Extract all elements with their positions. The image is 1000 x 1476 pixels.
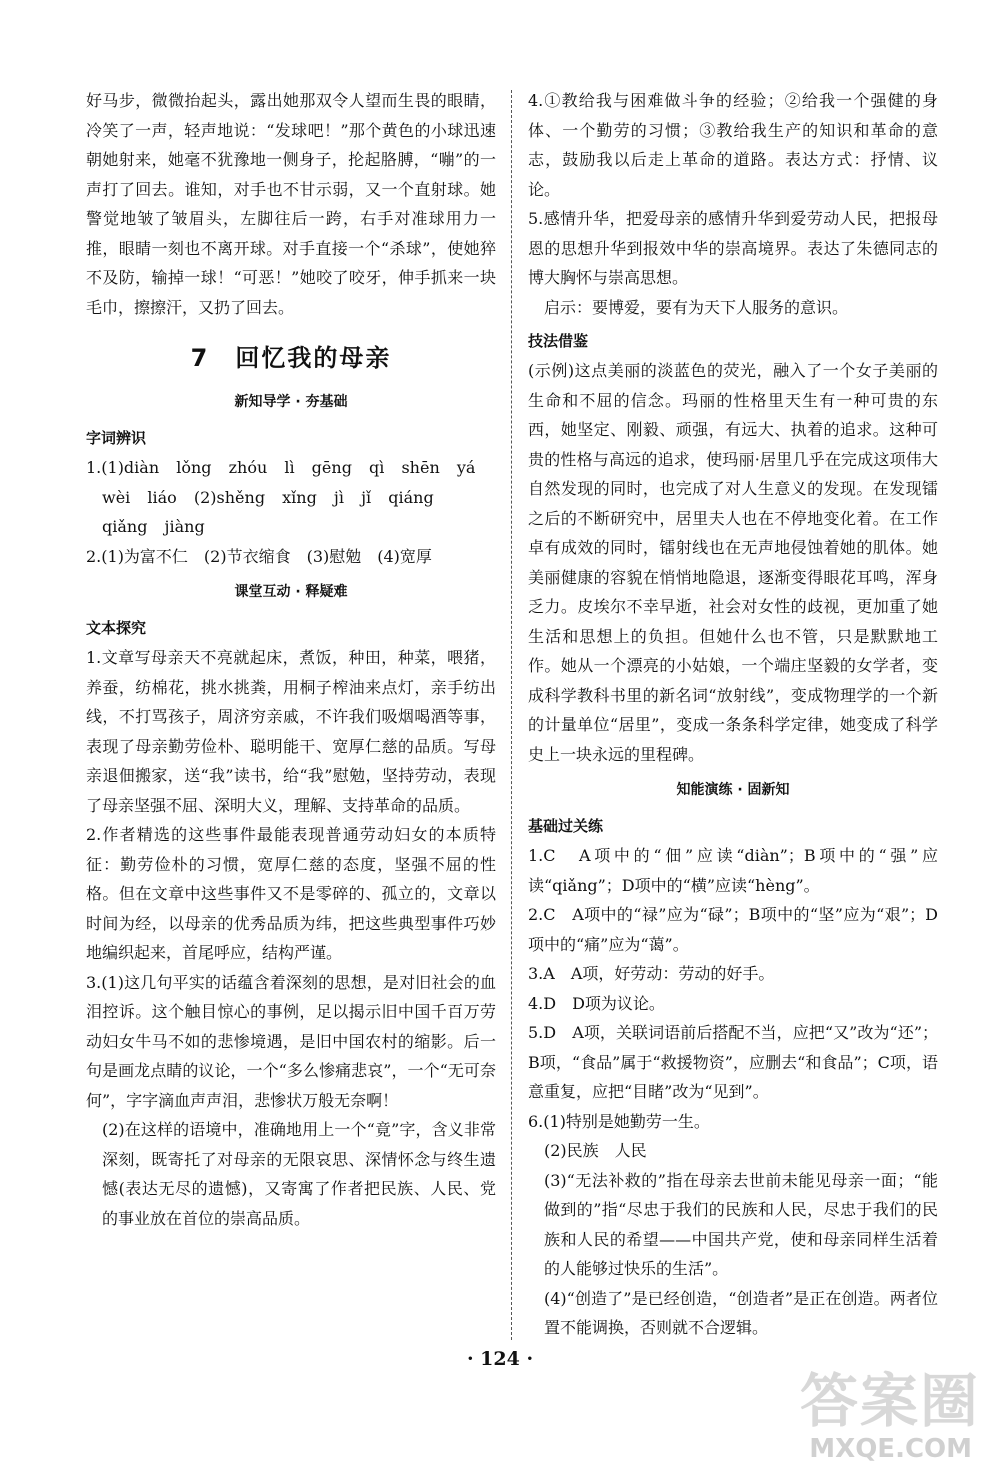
answer-q1-line2: wèi liáo (2)shěng xǐng jì jǐ qiáng bbox=[102, 487, 434, 507]
section-banner-new-knowledge: 新知导学 · 夯基础 bbox=[234, 394, 348, 410]
answer-a2: 2.作者精选的这些事件最能表现普通劳动妇女的本质特征：勤劳俭朴的习惯，宽厚仁慈的态度，坚强不屈的性格。但在文章中这些事件又不是零碎的、孤立的，文章以时间为经，以母亲的优秀品质为纬，把这些典型事件巧妙地编织起来，首尾呼应，结构严谨。 bbox=[86, 825, 496, 962]
enlightenment: 启示：要博爱，要有为天下人服务的意识。 bbox=[544, 297, 849, 317]
watermark-url: MXQE.COM bbox=[809, 1434, 972, 1464]
left-column bbox=[86, 86, 496, 1233]
answer-b6-part3: (3)“无法补救的”指在母亲去世前未能见母亲一面；“能做到的”指“尽忠于我们的民族和人民，尽忠于我们的民族和人民的希望——中国共产党，使和母亲同样生活着的人能够过快乐的生活”。 bbox=[544, 1170, 938, 1278]
intro-paragraph: 好马步，微微抬起头，露出她那双令人望而生畏的眼睛，冷笑了一声，轻声地说：“发球吧！”那个黄色的小球迅速朝她射来，她毫不犹豫地一侧身子，抡起胳膊，“嘣”的一声打了回去。谁知，对手也不甘示弱，又一个直射球。她警觉地皱了皱眉头，左脚往后一跨，右手对准球用力一推，眼睛一刻也不离开球。对手直接一个“杀球”，使她猝不及防，输掉一球！“可恶！”她咬了咬牙，伸手抓来一块毛巾，擦擦汗，又扔了回去。 bbox=[86, 91, 496, 317]
heading-text-exploration: 文本探究 bbox=[86, 619, 147, 637]
answer-a3-part2: (2)在这样的语境中，准确地用上一个“竟”字，含义非常深刻，既寄托了对母亲的无限哀思、深情怀念与终生遗憾(表达无尽的遗憾)，又寄寓了作者把民族、人民、党的事业放在首位的崇高品质。 bbox=[102, 1120, 496, 1228]
chapter-title: 7 回忆我的母亲 bbox=[190, 344, 392, 372]
answer-b6-part4: (4)“创造了”是已经创造，“创造者”是正在创造。两者位置不能调换，否则就不合逻辑。 bbox=[544, 1288, 938, 1337]
section-banner-practice: 知能演练 · 固新知 bbox=[676, 782, 790, 798]
page-number: · 124 · bbox=[466, 1348, 534, 1370]
answer-a5: 5.感情升华，把爱母亲的感情升华到爱劳动人民，把报母恩的思想升华到报效中华的崇高境界。表达了朱德同志的博大胸怀与崇高思想。 bbox=[528, 209, 938, 287]
section-banner-classroom: 课堂互动 · 释疑难 bbox=[234, 584, 348, 600]
answer-b3: 3.A A项，好劳动：劳动的好手。 bbox=[528, 964, 775, 983]
answer-a1: 1.文章写母亲天不亮就起床，煮饭，种田，种菜，喂猪，养蚕，纺棉花，挑水挑粪，用桐子榨油来点灯，亲手纺出线，不打骂孩子，周济穷亲戚，不许我们吸烟喝酒等事，表现了母亲勤劳俭朴、聪明能干、宽厚仁慈的品质。写母亲退佃搬家，送“我”读书，给“我”慰勉，坚持劳动，表现了母亲坚强不屈、深明大义，理解、支持革命的品质。 bbox=[86, 648, 496, 815]
answer-q1-line3: qiǎng jiàng bbox=[102, 517, 205, 536]
heading-word-recognition: 字词辨识 bbox=[86, 429, 147, 447]
answer-b4: 4.D D项为议论。 bbox=[528, 993, 665, 1013]
example-paragraph: (示例)这点美丽的淡蓝色的荧光，融入了一个女子美丽的生命和不屈的信念。玛丽的性格里天生有一种可贵的东西，她坚定、刚毅、顽强，有远大、执着的追求。这种可贵的性格与高远的追求，使玛丽·居里几乎在完成这项伟大自然发现的同时，也完成了对人生意义的发现。在发现镭之后的不断研究中，居里夫人也在不停地变化着。在工作卓有成效的同时，镭射线也在无声地侵蚀着她的肌体。她美丽健康的容貌在悄悄地隐退，逐渐变得眼花耳鸣，浑身乏力。皮埃尔不幸早逝，社会对女性的歧视，更加重了她生活和思想上的负担。但她什么也不管，只是默默地工作。她从一个漂亮的小姑娘，一个端庄坚毅的女学者，变成科学教科书里的新名词“放射线”，变成物理学的一个新的计量单位“居里”，变成一条条科学定律，她变成了科学史上一块永远的里程碑。 bbox=[528, 361, 938, 764]
watermark-main: 答案圈 bbox=[799, 1367, 980, 1435]
answer-q2: 2.(1)为富不仁 (2)节衣缩食 (3)慰勉 (4)宽厚 bbox=[86, 546, 432, 566]
right-column bbox=[528, 86, 938, 1343]
answer-a4: 4.①教给我与困难做斗争的经验；②给我一个强健的身体、一个勤劳的习惯；③教给我生产的知识和革命的意志，鼓励我以后走上革命的道路。表达方式：抒情、议论。 bbox=[528, 91, 938, 199]
answer-a3-part1: 3.(1)这几句平实的话蕴含着深刻的思想，是对旧社会的血泪控诉。这个触目惊心的事例，足以揭示旧中国千百万劳动妇女牛马不如的悲惨境遇，是旧中国农村的缩影。后一句是画龙点睛的议论，一个“多么惨痛悲哀”，一个“无可奈何”，字字滴血声声泪，悲惨状万般无奈啊！ bbox=[86, 972, 496, 1110]
answer-b5: 5.D A项，关联词语前后搭配不当，应把“又”改为“还”；B项，“食品”属于“救援物资”，应删去“和食品”；C项，语意重复，应把“目睹”改为“见到”。 bbox=[528, 1023, 938, 1101]
heading-basic-practice: 基础过关练 bbox=[528, 817, 604, 835]
heading-technique: 技法借鉴 bbox=[528, 332, 589, 350]
answer-b6-part2: (2)民族 人民 bbox=[544, 1141, 647, 1160]
answer-b6-part1: 6.(1)特别是她勤劳一生。 bbox=[528, 1111, 710, 1131]
column-divider bbox=[511, 90, 512, 1340]
answer-b1: 1.C A项中的“佃”应读“diàn”；B项中的“强”应读“qiǎng”；D项中的“横”应读“hèng”。 bbox=[528, 846, 938, 895]
answer-b2: 2.C A项中的“禄”应为“碌”；B项中的“坚”应为“艰”；D项中的“痛”应为“蔼”。 bbox=[528, 905, 938, 954]
answer-q1-line1: 1.(1)diàn lǒng zhóu lì gēng qì shēn yá bbox=[86, 458, 476, 477]
watermark-logo bbox=[750, 1354, 980, 1464]
